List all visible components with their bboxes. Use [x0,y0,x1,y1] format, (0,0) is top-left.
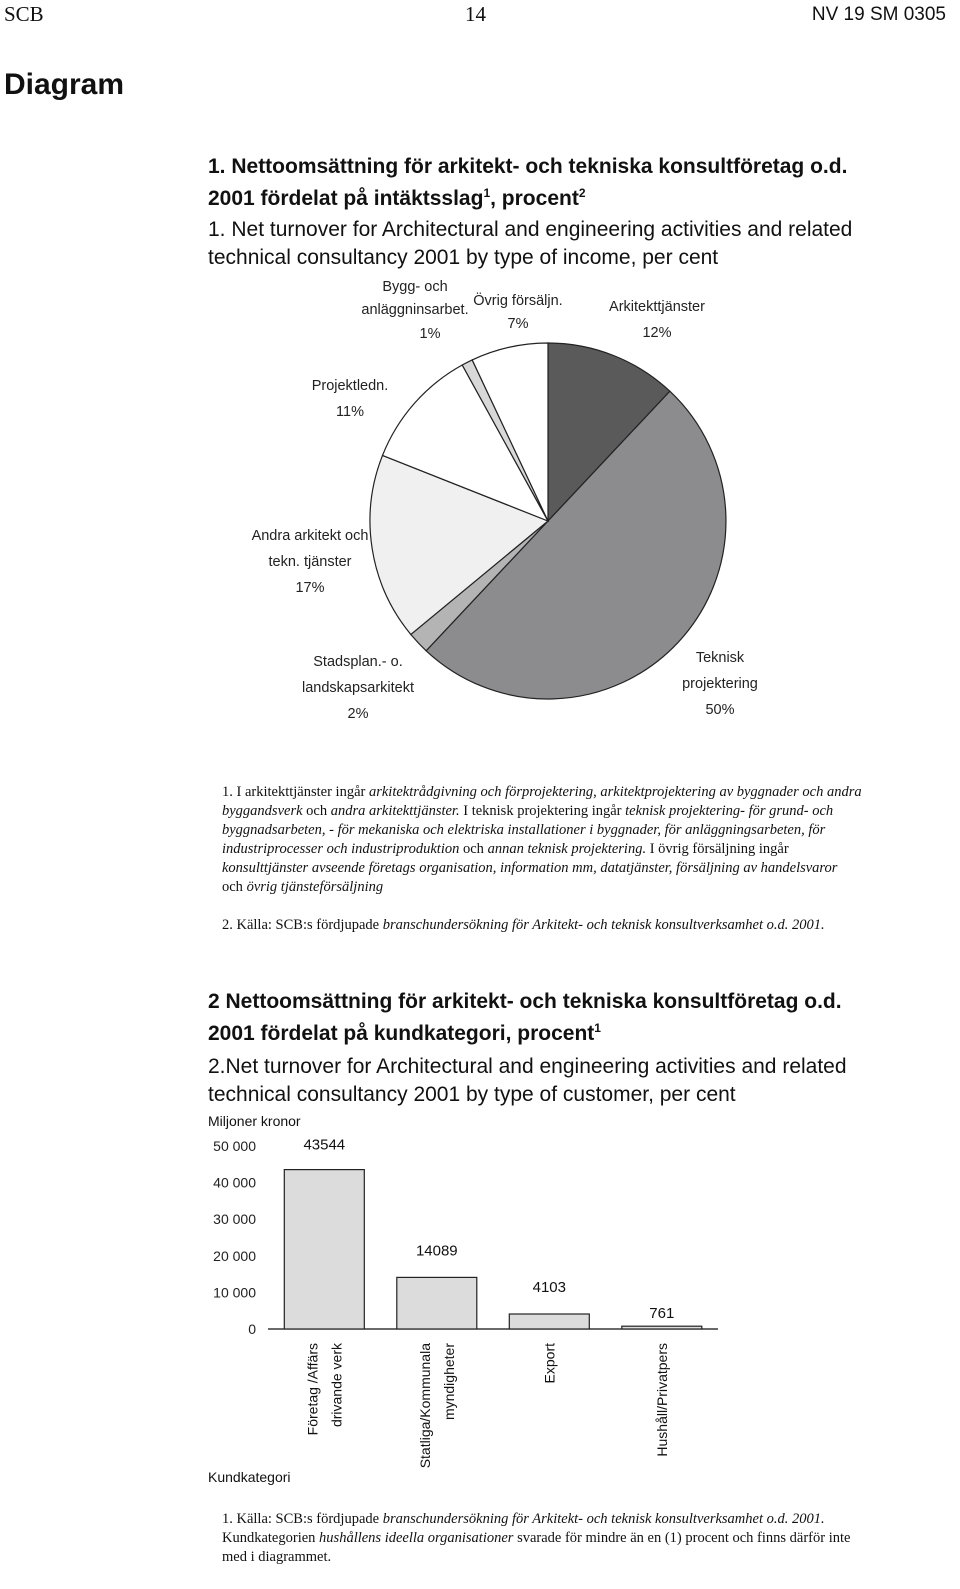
chart1-title-sv-1: 1. Nettoomsättning för arkitekt- och tekniska konsultföretag o.d. [208,155,848,178]
label-arkitekt: Arkitekttjänster 12% [609,299,705,341]
chart2-title-sv-1: 2 Nettoomsättning för arkitekt- och tekniska konsultföretag o.d. [208,990,842,1013]
x-axis-label: Kundkategori [208,1469,291,1485]
bar-value-label: 43544 [303,1136,346,1154]
chart1-note-2: 2. Källa: SCB:s fördjupade branschundersökning för Arkitekt- och teknisk konsultverksamhet o.d. 2001. [222,917,825,933]
label-teknisk: Teknisk projektering 50% [682,650,758,718]
bar-value-label: 14089 [415,1242,458,1260]
x-category-label: Export [541,1343,558,1384]
chart1-notes [222,783,947,935]
chart1-note-1: 1. I arkitekttjänster ingår arkitektrådgivning och förprojektering, arkitektprojektering av byggnader och andra byggandsverk och andra arkitekttjänster. I teknisk projektering ingår teknisk projektering- för grund- och byggnadsarbeten, - för mekaniska och elektriska installationer i byggnader, för anläggningsarbeten, för industriprocesser och industriproduktion och annan teknisk projektering. I övrig försäljning ingår konsulttjänster avseende företags organisation, information mm, datatjänster, försäljning av handelsvaror och övrig tjänsteförsäljning [222,784,862,895]
bar-1 [397,1277,477,1329]
header-left: SCB [4,2,44,26]
x-category-label: myndigheter [440,1343,457,1421]
label-andra: Andra arkitekt och tekn. tjänster 17% [251,528,369,596]
bar-3 [622,1326,702,1329]
chart2-title-en-2: technical consultancy 2001 by type of customer, per cent [208,1083,736,1106]
label-bygg: Bygg- och anläggninsarbet. 1% [361,279,469,342]
bar-value-label: 761 [649,1305,675,1323]
chart2-title-en-1: 2.Net turnover for Architectural and engineering activities and related [208,1055,847,1078]
y-tick-label: 20 000 [213,1247,256,1264]
header-right: NV 19 SM 0305 [811,4,946,25]
page-number: 14 [465,2,486,26]
x-category-label: Hushåll/Privatpers [653,1343,670,1457]
y-tick-label: 50 000 [213,1138,256,1154]
chart1-title-en-2: technical consultancy 2001 by type of income, per cent [208,246,719,269]
bar-0 [284,1170,364,1329]
bar-value-label: 4103 [532,1279,566,1296]
x-category-label: Statliga/Kommunala [416,1343,433,1469]
bar-2 [509,1314,589,1329]
y-tick-label: 40 000 [213,1174,256,1191]
y-tick-label: 0 [248,1321,256,1337]
y-tick-label: 30 000 [213,1211,256,1228]
x-category-label: drivande verk [328,1343,345,1428]
y-tick-label: 10 000 [213,1284,256,1301]
y-axis-unit: Miljoner kronor [208,1113,301,1129]
label-ovrig: Övrig försäljn. 7% [473,293,563,332]
bar-chart [0,1120,960,1500]
chart2-title-sv-2: 2001 fördelat på kundkategori, procent$^1$ [208,1021,601,1045]
label-projektledn: Projektledn. 11% [311,378,389,420]
x-category-label: Företag /Affärs [304,1343,321,1436]
page-title: Diagram [4,68,125,101]
chart2-notes: 1. Källa: SCB:s fördjupade branschundersökning för Arkitekt- och teknisk konsultverksamhet o.d. 2001. Kundkategorien hushållens ideella organisationer svarade för mindre än en (1) procent och finns därför inte med i diagrammet. [222,1511,851,1565]
chart2-title [208,988,948,1109]
chart1-title-sv-2: 2001 fördelat på intäktsslag$^1$, procent$^2$ [208,186,586,210]
label-stadsplan: Stadsplan.- o. landskapsarkitekt 2% [301,654,415,722]
chart1-title-en-1: 1. Net turnover for Architectural and engineering activities and related [208,218,853,241]
pie-chart [0,0,960,760]
